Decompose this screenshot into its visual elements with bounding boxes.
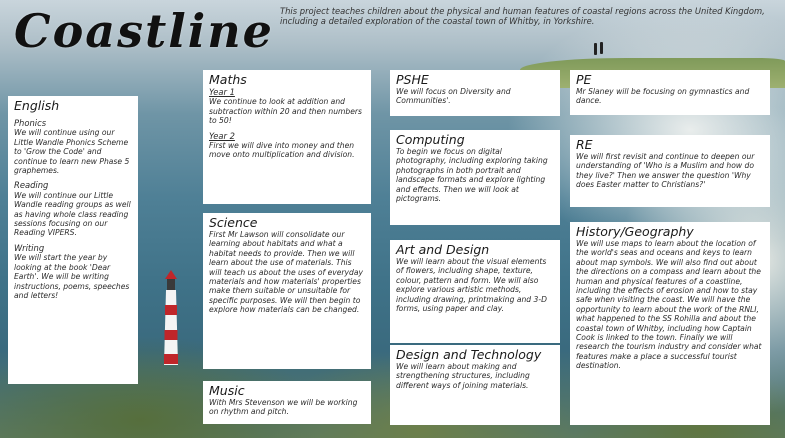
art-design-card [390,240,560,343]
history-geography-text: We will use maps to learn about the location of the world's seas and oceans and keys to learn about map symbols. We will also find out about the directions on a compass and learn about the human and physical features of a coastline, including the effects of erosion and how to stay safe when visiting the coast. We will have the opportunity to learn about the work of the RNLI, what happened to the SS Rohilla and about the coastal town of Whitby, including how Captain Cook is linked to the town. Finally we will research the tourism industry and consider what features make a place a successful tourist destination. [576,239,762,371]
music-text: With Mrs Stevenson we will be working on rhythm and pitch. [209,398,358,417]
writing-text: We will start the year by looking at the book 'Dear Earth'. We will be writing instructions, poems, speeches and letters! [14,253,130,300]
year2-text: First we will dive into money and then move onto multiplication and division. [209,141,355,160]
reading-title: Reading [14,180,49,191]
art-design-text: We will learn about the visual elements of flowers, including shape, texture, colour, pattern and form. We will also explore various artistic methods, including drawing, printmaking and 3-D forms, using paper and clay. [396,257,547,314]
english-card [8,96,138,384]
maths-heading: Maths [209,72,247,87]
reading-text: We will continue our Little Wandle reading groups as well as having whole class reading sessions focusing on our Reading VIPERS. [14,190,131,238]
science-text: First Mr Lawson will consolidate our learning about habitats and what a habitat needs to provide. Then we will learn about the use of materials. This will teach us about the uses of everyday materials and how materials' properties make them suitable or unsuitable for specific purposes. We will then begin to explore how materials can be changed. [209,230,364,315]
re-heading: RE [576,137,593,152]
re-card [570,135,770,207]
design-technology-card [390,345,560,425]
year2-title: Year 2 [209,130,235,141]
phonics-text: We will continue using our Little Wandle Phonics Scheme to 'Grow the Code' and continue to learn new Phase 5 graphemes. [14,128,130,176]
design-technology-heading: Design and Technology [396,347,542,362]
music-heading: Music [209,383,245,398]
re-text: We will first revisit and continue to deepen our understanding of 'Who is a Muslim and how do they live?' Then we answer the question 'Why does Easter matter to Christians?' [576,152,755,190]
pshe-card [390,70,560,116]
year1-text: We continue to look at addition and subtraction within 20 and then numbers to 50! [209,97,362,126]
art-design-heading: Art and Design [396,242,490,257]
design-technology-text: We will learn about making and strengthening structures, including different ways of joining materials. [396,362,530,390]
year1-title: Year 1 [209,87,235,97]
maths-card [203,70,371,204]
intro-text: This project teaches children about the physical and human features of coastal regions across the United Kingdom, including a detailed exploration of the coastal town of Whitby, in Yorkshire. [280,6,765,26]
computing-text: To begin we focus on digital photography, including exploring taking photographs in both portrait and landscape formats and explore lighting and effects. Then we will look at pictograms. [396,147,548,204]
music-card [203,381,371,424]
science-card [203,213,371,369]
people-on-cliff-image [594,42,608,56]
lighthouse-image [160,270,182,370]
pshe-text: We will focus on Diversity and Communities'. [396,87,511,106]
phonics-title: Phonics [14,118,47,128]
history-geography-card [570,222,770,425]
english-heading: English [14,98,60,113]
history-geography-heading: History/Geography [576,224,694,239]
computing-card [390,130,560,225]
pshe-heading: PSHE [396,72,429,87]
computing-heading: Computing [396,132,465,147]
pe-text: Mr Slaney will be focusing on gymnastics and dance. [576,87,750,106]
pe-heading: PE [576,72,592,87]
science-heading: Science [209,215,258,230]
page-title: Coastline [14,4,274,58]
writing-title: Writing [14,242,45,253]
pe-card [570,70,770,115]
